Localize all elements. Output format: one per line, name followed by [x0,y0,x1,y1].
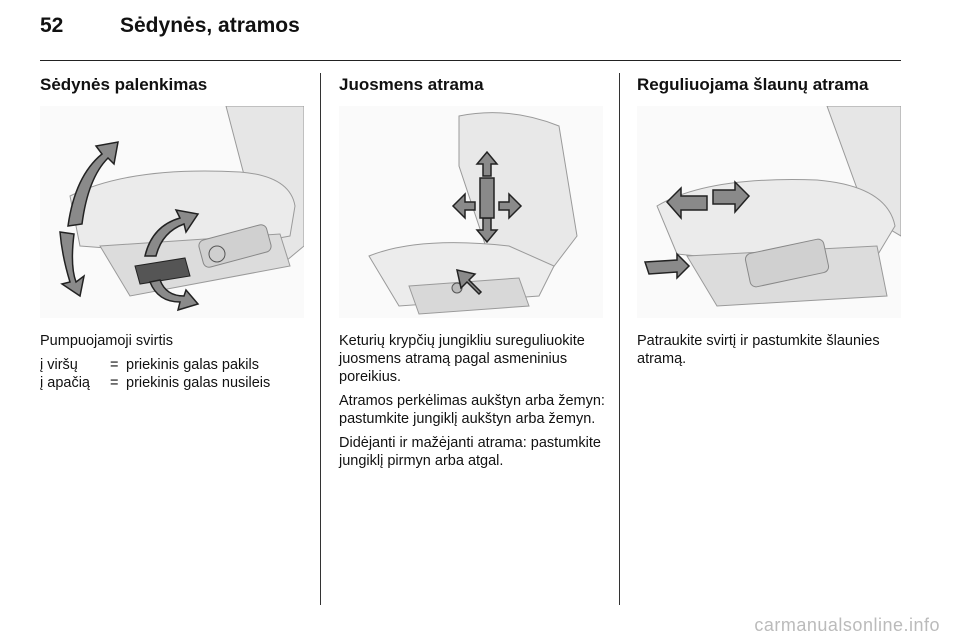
header-rule [40,60,901,61]
paragraph: Didėjanti ir mažėjanti atrama: pastumkite jungiklį pirmyn arba atgal. [339,435,601,469]
column-thigh-support [637,75,907,95]
definition-separator: = [110,375,119,391]
definition-value: priekinis galas nusileis [126,375,271,391]
thigh-support-lever-icon [637,106,901,318]
seat-tilt-text [40,332,310,392]
paragraph: Patraukite svirtį ir pastumkite šlaunies atramą. [637,333,880,367]
paragraph: Keturių krypčių jungikliu sureguliuokite juosmens atramą pagal asmeninius poreikius. [339,333,585,385]
definition-term: į apačią [40,375,90,391]
column-seat-tilt [40,75,310,95]
chapter-title: Sėdynės, atramos [120,14,300,37]
page-number: 52 [40,14,64,37]
thigh-support-text [637,332,907,374]
paragraph: Atramos perkėlimas aukštyn arba žemyn: pastumkite jungiklį aukštyn arba žemyn. [339,393,605,427]
lumbar-figure [339,106,603,318]
figure-caption: Pumpuojamoji svirtis [40,333,173,349]
definition-row [40,356,310,374]
section-heading: Reguliuojama šlaunų atrama [637,75,869,94]
column-divider-2 [619,73,620,605]
seat-tilt-lever-icon [40,106,304,318]
thigh-support-figure [637,106,901,318]
section-heading: Sėdynės palenkimas [40,75,208,94]
definition-row [40,374,310,392]
definition-value: priekinis galas pakils [126,357,259,373]
column-divider-1 [320,73,321,605]
section-heading: Juosmens atrama [339,75,484,94]
seat-tilt-figure [40,106,304,318]
column-lumbar-support [339,75,609,95]
lumbar-text [339,332,611,476]
definition-separator: = [110,357,119,373]
definition-term: į viršų [40,357,78,373]
watermark: carmanualsonline.info [754,615,940,635]
lumbar-switch-icon [339,106,603,318]
